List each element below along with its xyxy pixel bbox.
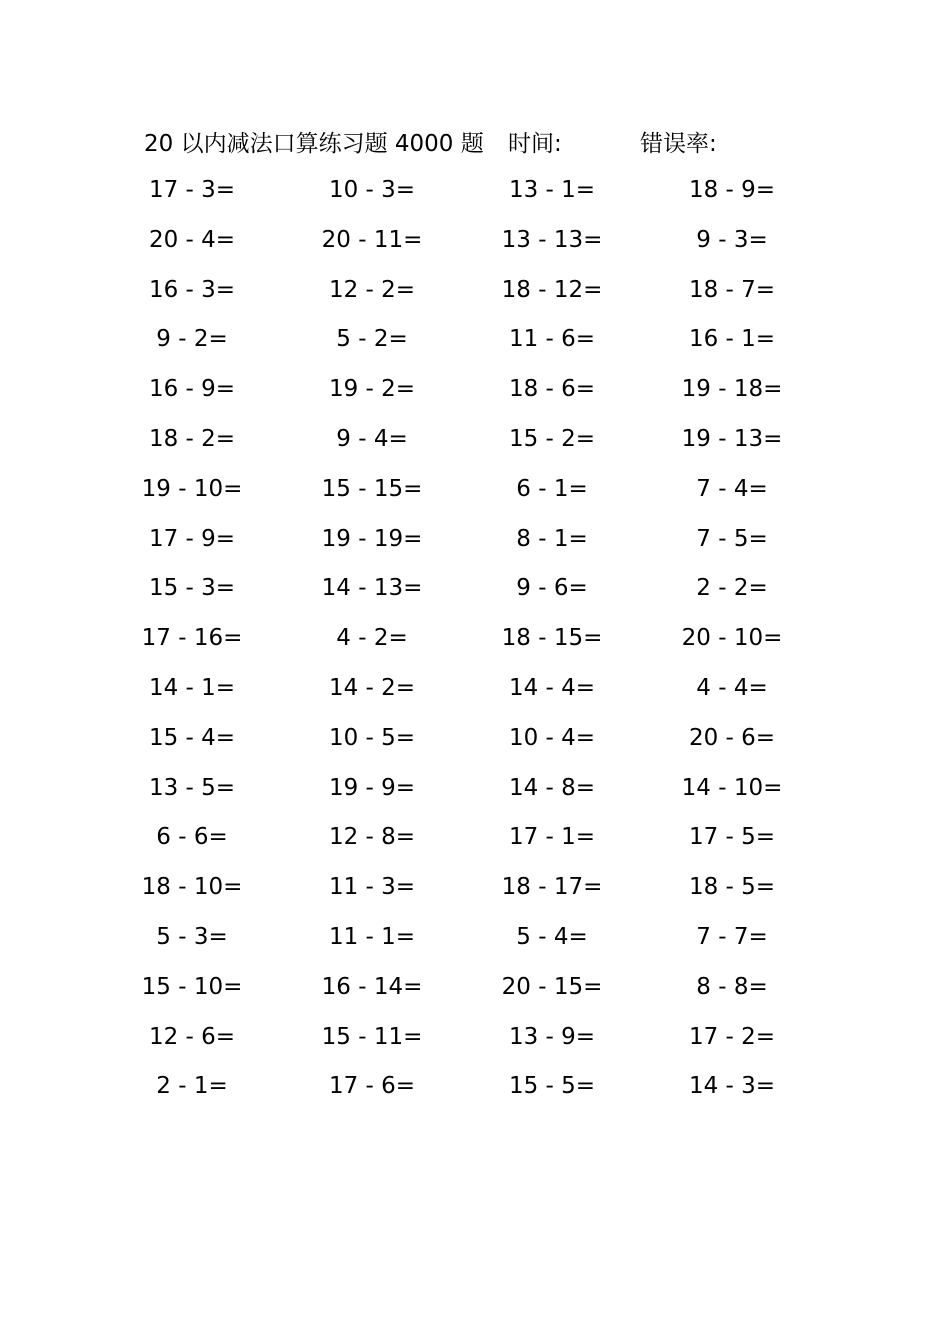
problem-item: 15 - 10= xyxy=(141,973,243,1000)
problem-item: 5 - 2= xyxy=(336,326,408,353)
problem-item: 17 - 9= xyxy=(148,525,236,552)
error-rate-label: 错误率: xyxy=(640,131,717,157)
worksheet-title: 20 以内减法口算练习题 4000 题 xyxy=(144,131,484,157)
problem-item: 15 - 15= xyxy=(321,475,423,502)
problem-item: 9 - 6= xyxy=(516,575,588,602)
problem-item: 5 - 3= xyxy=(156,923,228,950)
problem-item: 15 - 4= xyxy=(148,724,236,751)
problem-row xyxy=(0,1066,950,1116)
problem-row xyxy=(0,917,950,967)
problem-item: 20 - 4= xyxy=(148,226,236,253)
problem-item: 20 - 11= xyxy=(321,226,423,253)
problem-item: 13 - 5= xyxy=(148,774,236,801)
problem-item: 14 - 4= xyxy=(508,674,596,701)
problem-item: 16 - 14= xyxy=(321,973,423,1000)
problem-item: 11 - 1= xyxy=(328,923,416,950)
problem-item: 14 - 8= xyxy=(508,774,596,801)
problem-item: 15 - 5= xyxy=(508,1073,596,1100)
problem-item: 19 - 2= xyxy=(328,376,416,403)
problem-item: 12 - 6= xyxy=(148,1023,236,1050)
problem-item: 17 - 6= xyxy=(328,1073,416,1100)
problem-item: 8 - 1= xyxy=(516,525,588,552)
problem-row xyxy=(0,817,950,867)
problem-item: 12 - 2= xyxy=(328,276,416,303)
problem-item: 10 - 4= xyxy=(508,724,596,751)
problem-item: 14 - 13= xyxy=(321,575,423,602)
problem-row xyxy=(0,618,950,668)
problem-row xyxy=(0,668,950,718)
problem-item: 17 - 1= xyxy=(508,824,596,851)
problem-item: 4 - 2= xyxy=(336,625,408,652)
problem-item: 7 - 4= xyxy=(696,475,768,502)
problem-item: 15 - 3= xyxy=(148,575,236,602)
problem-item: 13 - 9= xyxy=(508,1023,596,1050)
problem-item: 8 - 8= xyxy=(696,973,768,1000)
problem-row xyxy=(0,768,950,818)
problem-item: 16 - 1= xyxy=(688,326,776,353)
problem-item: 18 - 9= xyxy=(688,177,776,203)
problem-item: 14 - 2= xyxy=(328,674,416,701)
problem-item: 20 - 15= xyxy=(501,973,603,1000)
problem-row xyxy=(0,967,950,1017)
problem-item: 16 - 3= xyxy=(148,276,236,303)
problem-item: 7 - 5= xyxy=(696,525,768,552)
problem-item: 9 - 3= xyxy=(696,226,768,253)
problem-item: 6 - 6= xyxy=(156,824,228,851)
problem-item: 2 - 1= xyxy=(156,1073,228,1100)
problem-row xyxy=(0,568,950,618)
problem-item: 20 - 6= xyxy=(688,724,776,751)
problem-grid xyxy=(0,170,950,1116)
problem-item: 10 - 3= xyxy=(328,177,416,203)
problem-item: 18 - 2= xyxy=(148,425,236,452)
problem-item: 15 - 2= xyxy=(508,425,596,452)
problem-item: 15 - 11= xyxy=(321,1023,423,1050)
time-label: 时间: xyxy=(508,131,562,157)
problem-item: 4 - 4= xyxy=(696,674,768,701)
problem-item: 19 - 10= xyxy=(141,475,243,502)
problem-item: 18 - 7= xyxy=(688,276,776,303)
problem-row xyxy=(0,867,950,917)
problem-row xyxy=(0,1017,950,1067)
problem-row xyxy=(0,270,950,320)
problem-item: 9 - 2= xyxy=(156,326,228,353)
problem-item: 12 - 8= xyxy=(328,824,416,851)
problem-item: 17 - 5= xyxy=(688,824,776,851)
problem-item: 18 - 5= xyxy=(688,874,776,901)
worksheet-header xyxy=(144,124,864,164)
problem-item: 10 - 5= xyxy=(328,724,416,751)
problem-item: 7 - 7= xyxy=(696,923,768,950)
problem-item: 17 - 3= xyxy=(148,177,236,203)
problem-item: 11 - 3= xyxy=(328,874,416,901)
problem-item: 19 - 13= xyxy=(681,425,783,452)
problem-item: 11 - 6= xyxy=(508,326,596,353)
problem-row xyxy=(0,718,950,768)
problem-row xyxy=(0,220,950,270)
problem-item: 14 - 10= xyxy=(681,774,783,801)
problem-item: 5 - 4= xyxy=(516,923,588,950)
problem-item: 20 - 10= xyxy=(681,625,783,652)
problem-item: 18 - 12= xyxy=(501,276,603,303)
problem-row xyxy=(0,170,950,220)
problem-item: 13 - 13= xyxy=(501,226,603,253)
problem-row xyxy=(0,419,950,469)
problem-item: 16 - 9= xyxy=(148,376,236,403)
problem-row xyxy=(0,519,950,569)
problem-item: 14 - 1= xyxy=(148,674,236,701)
problem-item: 19 - 19= xyxy=(321,525,423,552)
problem-row xyxy=(0,319,950,369)
problem-row xyxy=(0,369,950,419)
problem-row xyxy=(0,469,950,519)
problem-item: 18 - 6= xyxy=(508,376,596,403)
problem-item: 19 - 9= xyxy=(328,774,416,801)
problem-item: 2 - 2= xyxy=(696,575,768,602)
problem-item: 13 - 1= xyxy=(508,177,596,203)
problem-item: 9 - 4= xyxy=(336,425,408,452)
problem-item: 17 - 2= xyxy=(688,1023,776,1050)
problem-item: 19 - 18= xyxy=(681,376,783,403)
problem-item: 18 - 10= xyxy=(141,874,243,901)
problem-item: 17 - 16= xyxy=(141,625,243,652)
problem-item: 18 - 15= xyxy=(501,625,603,652)
problem-item: 6 - 1= xyxy=(516,475,588,502)
problem-item: 14 - 3= xyxy=(688,1073,776,1100)
problem-item: 18 - 17= xyxy=(501,874,603,901)
